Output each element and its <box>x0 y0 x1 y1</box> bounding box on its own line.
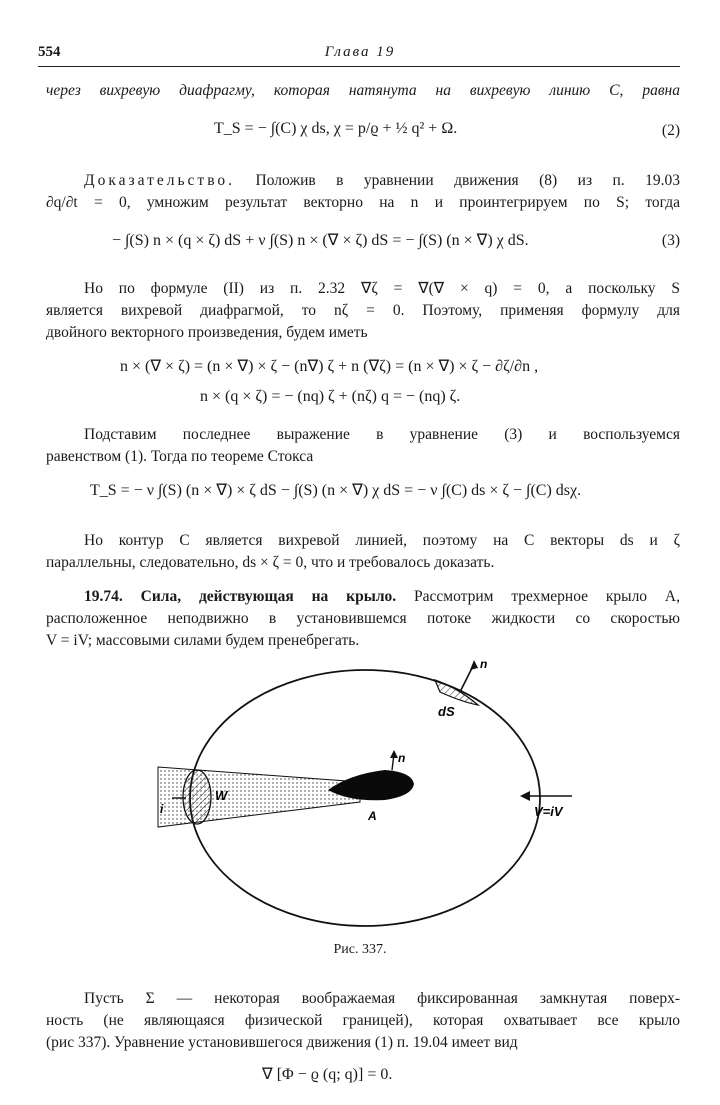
section-title: 19.74. Сила, действующая на крыло. <box>84 588 397 605</box>
label-velocity: V=iV <box>534 804 563 819</box>
figure-caption: Рис. 337. <box>333 942 387 957</box>
section-text-1: Рассмотрим трехмерное крыло A, <box>414 588 680 605</box>
para4-line-2: параллельны, следовательно, ds × ζ = 0, что и требовалось доказать. <box>46 554 495 571</box>
para2-line-1: Но по формуле (II) из п. 2.32 ∇ζ = ∇(∇ × q) = 0, а поскольку S <box>84 280 680 297</box>
equation-3-number: (3) <box>661 232 680 249</box>
para5-line-3: (рис 337). Уравнение установившегося движения (1) п. 19.04 имеет вид <box>46 1034 518 1051</box>
proof-lead: Доказательство. <box>84 172 236 189</box>
equation-vec-2: n × (q × ζ) = − (nq) ζ + (nζ) q = − (nq) ζ. <box>200 388 461 405</box>
label-ds: dS <box>438 704 455 719</box>
para2-line-2: является вихревой диафрагмой, то nζ = 0. Поэтому, применяя формулу для <box>46 302 680 319</box>
equation-3: − ∫(S) n × (q × ζ) dS + ν ∫(S) n × (∇ × ζ) dS = − ∫(S) (n × ∇) χ dS. <box>112 232 529 249</box>
chapter-header: Глава 19 <box>324 44 396 60</box>
para5-line-1: Пусть Σ — некоторая воображаемая фиксированная замкнутая поверх- <box>84 990 680 1007</box>
wake-cross-section-w <box>183 770 211 824</box>
label-a: A <box>368 809 377 823</box>
para2-line-3: двойного векторного произведения, будем иметь <box>46 324 368 341</box>
label-w: W <box>215 788 228 803</box>
velocity-arrowhead <box>520 791 530 801</box>
section-line-2: расположенное неподвижно в установившемся потоке жидкости со скоростью <box>46 610 680 627</box>
intro-line: через вихревую диафрагму, которая натянута на вихревую линию C, равна <box>46 82 680 99</box>
section-line-3: V = iV; массовыми силами будем пренебрегать. <box>46 632 360 649</box>
normal-arrowhead-outer <box>470 660 478 670</box>
figure-337 <box>0 650 720 940</box>
equation-2: T_S = − ∫(C) χ ds, χ = p/ϱ + ½ q² + Ω. <box>214 120 458 137</box>
equation-vec-1: n × (∇ × ζ) = (n × ∇) × ζ − (n∇) ζ + n (∇ζ) = (n × ∇) × ζ − ∂ζ/∂n , <box>120 358 539 375</box>
equation-2-number: (2) <box>661 122 680 139</box>
header-rule <box>38 66 680 67</box>
para4-line-1: Но контур C является вихревой линией, поэтому на C векторы ds и ζ <box>84 532 680 549</box>
para3-line-1: Подставим последнее выражение в уравнение (3) и воспользуемся <box>84 426 680 443</box>
label-n-outer: n <box>480 657 488 671</box>
page-number: 554 <box>38 44 61 60</box>
para3-line-2: равенством (1). Тогда по теореме Стокса <box>46 448 314 465</box>
label-i: i <box>160 802 164 816</box>
label-n-wing: n <box>398 751 406 765</box>
para5-line-2: ность (не являющаяся физической границей), которая охватывает все крыло <box>46 1012 680 1029</box>
section-line-1 <box>46 586 680 608</box>
normal-arrowhead-wing <box>390 750 398 758</box>
proof-text-1: Положив в уравнении движения (8) из п. 19.03 <box>255 172 680 189</box>
proof-line-2: ∂q/∂t = 0, умножим результат векторно на n и проинтегрируем по S; тогда <box>46 194 680 211</box>
equation-stokes: T_S = − ν ∫(S) (n × ∇) × ζ dS − ∫(S) (n × ∇) χ dS = − ν ∫(C) ds × ζ − ∫(C) dsχ. <box>90 482 582 499</box>
equation-final: ∇ [Φ − ϱ (q; q)] = 0. <box>262 1066 393 1083</box>
surface-element-ds <box>435 680 478 705</box>
proof-line-1 <box>46 170 680 192</box>
